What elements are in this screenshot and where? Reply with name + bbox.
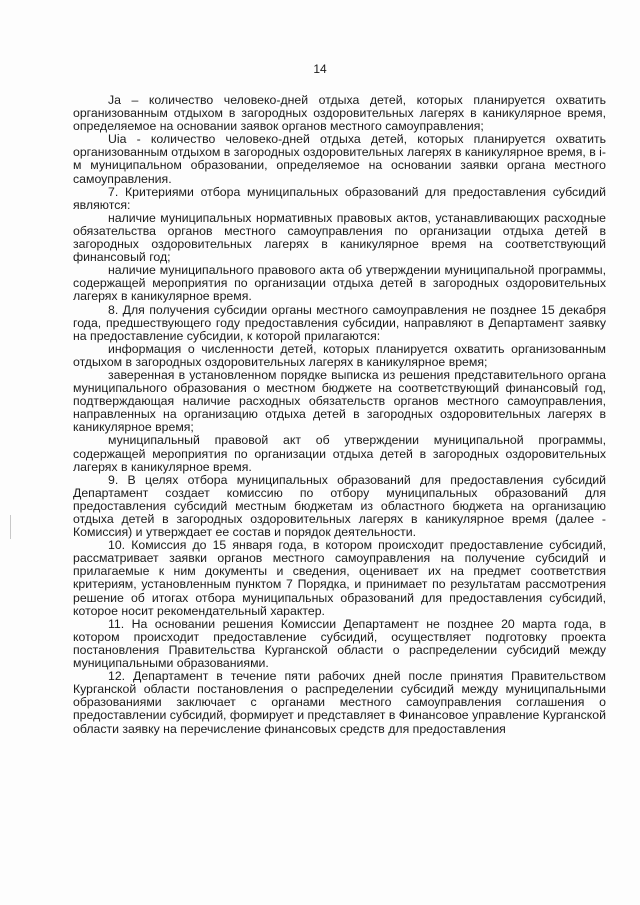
paragraph-12-agreements: 12. Департамент в течение пяти рабочих дней после принятия Правительством Курганской области постановления о распределении субсидий между муниципальными образованиями заключает с органами местного самоуправления соглашения о предоставлении субсидий, формирует и представляет в Финансовое управление Курганской области заявку на перечисление финансовых средств для предоставления — [73, 669, 606, 736]
paragraph-7-program-act: наличие муниципального правового акта об утверждении муниципальной программы, содержащей мероприятия по организации отдыха детей в загородных оздоровительных лагерях в каникулярное время. — [73, 263, 606, 304]
paragraph-uia-definition: Uia - количество человеко-дней отдыха детей, которых планируется охватить организованным отдыхом в загородных оздоровительных лагерях в каникулярное время, в i-м муниципальном образовании, определяемое на основании заявки органа местного самоуправления. — [73, 132, 606, 186]
paragraph-9-commission: 9. В целях отбора муниципальных образований для предоставления субсидий Департамент создает комиссию по отбору муниципальных образований для предоставления субсидий местным бюджетам из областного бюджета на организацию отдыха детей в загородных оздоровительных лагерях в каникулярное время (далее - Комиссия) и утверждает ее состав и порядок деятельности. — [73, 472, 606, 540]
scan-margin-mark — [10, 515, 11, 539]
paragraph-11-draft-resolution: 11. На основании решения Комиссии Департамент не позднее 20 марта года, в котором происходит предоставление субсидий, осуществляет подготовку проекта постановления Правительства Курганской области о распределении субсидий между муниципальными образованиями. — [73, 616, 606, 671]
paragraph-ja-definition: Ja – количество человеко-дней отдыха детей, которых планируется охватить организованным отдыхом в загородных оздоровительных лагерях в каникулярное время, определяемое на основании заявок органов местного самоуправления; — [73, 93, 606, 134]
page-number: 14 — [313, 62, 327, 76]
paragraph-7-criteria: 7. Критериями отбора муниципальных образований для предоставления субсидий являются: — [73, 184, 606, 212]
paragraph-10-review: 10. Комиссия до 15 января года, в котором происходит предоставление субсидий, рассматривает заявки органов местного самоуправления на получение субсидий и прилагаемые к ним документы и сведения, оценивает их на предмет соответствия критериям, установленным пунктом 7 Порядка, и принимает по результатам рассмотрения решение об итогах отбора муниципальных образований для предоставления субсидий, которое носит рекомендательный характер. — [73, 538, 606, 618]
paragraph-7-normative-acts: наличие муниципальных нормативных правовых актов, устанавливающих расходные обязательства органов местного самоуправления по организации отдыха детей в загородных оздоровительных лагерях в каникулярное время на соответствующий финансовый год; — [73, 210, 606, 265]
paragraph-8-application: 8. Для получения субсидии органы местного самоуправления не позднее 15 декабря года, предшествующего году предоставления субсидии, направляют в Департамент заявку на предоставление субсидии, к которой прилагаются: — [73, 302, 606, 343]
document-body — [73, 94, 606, 736]
paragraph-8-program-act: муниципальный правовой акт об утверждении муниципальной программы, содержащей мероприятия по организации отдыха детей в загородных оздоровительных лагерях в каникулярное время. — [73, 433, 606, 474]
paragraph-8-budget-extract: заверенная в установленном порядке выписка из решения представительного органа муниципального образования о местном бюджете на соответствующий финансовый год, подтверждающая наличие расходных обязательств органов местного самоуправления, направленных на организацию отдыха детей в загородных оздоровительных лагерях в каникулярное время; — [73, 367, 606, 435]
paragraph-8-children-info: информация о численности детей, которых планируется охватить организованным отдыхом в загородных оздоровительных лагерях в каникулярное время; — [73, 341, 606, 369]
